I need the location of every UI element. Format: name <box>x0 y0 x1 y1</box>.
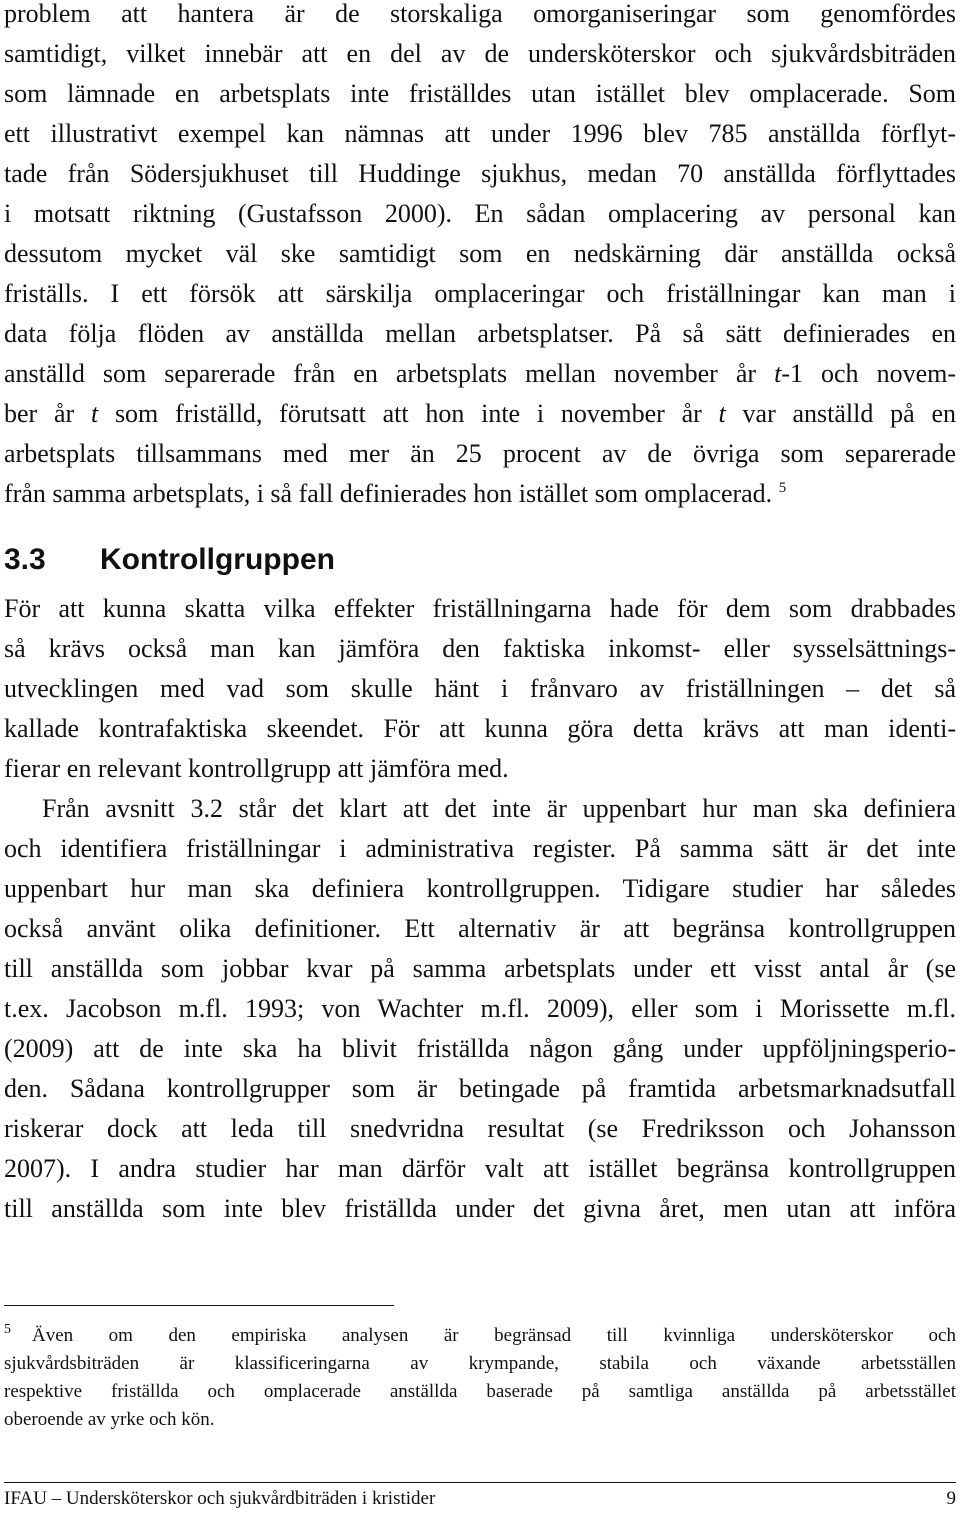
body-line: till anställda som inte blev friställda under det givna året, men utan att införa <box>4 1194 956 1223</box>
body-line: utvecklingen med vad som skulle hänt i frånvaro av friställningen – det så <box>4 674 956 703</box>
body-line: från samma arbetsplats, i så fall definierades hon istället som omplacerad. $^5$ <box>4 479 787 508</box>
body-line: dessutom mycket väl ske samtidigt som en nedskärning där anställda också <box>4 239 956 268</box>
body-line: den. Sådana kontrollgrupper som är betingade på framtida arbetsmarknadsutfall <box>4 1074 956 1103</box>
footnote-line: 5 Även om den empiriska analysen är begränsad till kvinnliga undersköterskor och <box>4 1322 956 1346</box>
footer-divider <box>4 1482 956 1483</box>
footer-title: IFAU – Undersköterskor och sjukvårdbiträden i kristider <box>4 1488 436 1509</box>
body-line: och identifiera friställningar i administrativa register. På samma sätt är det inte <box>4 834 956 863</box>
body-line: riskerar dock att leda till snedvridna resultat (se Fredriksson och Johansson <box>4 1114 956 1143</box>
footnote-line: sjukvårdsbiträden är klassificeringarna av krympande, stabila och växande arbetsställen <box>4 1353 956 1374</box>
body-line: data följa flöden av anställda mellan arbetsplatser. På så sätt definierades en <box>4 319 956 348</box>
footnote-line: oberoende av yrke och kön. <box>4 1409 215 1430</box>
body-line: arbetsplats tillsammans med mer än 25 procent av de övriga som separerade <box>4 439 956 468</box>
footnote-divider <box>4 1305 394 1306</box>
body-line: så krävs också man kan jämföra den faktiska inkomst- eller sysselsättnings- <box>4 634 956 663</box>
body-line: som lämnade en arbetsplats inte friställdes utan istället blev omplacerade. Som <box>4 79 956 108</box>
body-line: ber år t som friställd, förutsatt att hon inte i november år t var anställd på en <box>4 399 956 428</box>
body-line: Från avsnitt 3.2 står det klart att det inte är uppenbart hur man ska definiera <box>42 794 956 823</box>
body-line: också använt olika definitioner. Ett alternativ är att begränsa kontrollgruppen <box>4 914 956 943</box>
body-line: i motsatt riktning (Gustafsson 2000). En sådan omplacering av personal kan <box>4 199 956 228</box>
body-line: anställd som separerade från en arbetsplats mellan november år t-1 och novem- <box>4 359 957 388</box>
body-line: (2009) att de inte ska ha blivit friställda någon gång under uppföljningsperio- <box>4 1034 956 1063</box>
body-line: kallade kontrafaktiska skeendet. För att kunna göra detta krävs att man identi- <box>4 714 956 743</box>
section-number: 3.3 <box>4 543 46 576</box>
body-line: fierar en relevant kontrollgrupp att jämföra med. <box>4 754 509 783</box>
page-number: 9 <box>946 1488 956 1509</box>
body-line: För att kunna skatta vilka effekter friställningarna hade för dem som drabbades <box>4 594 956 623</box>
page-footer <box>4 1486 956 1512</box>
body-line: t.ex. Jacobson m.fl. 1993; von Wachter m.fl. 2009), eller som i Morissette m.fl. <box>4 994 956 1023</box>
body-line: problem att hantera är de storskaliga omorganiseringar som genomfördes <box>4 0 956 28</box>
body-line: uppenbart hur man ska definiera kontrollgruppen. Tidigare studier har således <box>4 874 956 903</box>
body-line: ett illustrativt exempel kan nämnas att under 1996 blev 785 anställda förflyt- <box>4 119 956 148</box>
footnote-reference: 5 <box>778 480 787 496</box>
footnote-line: respektive friställda och omplacerade anställda baserade på samtliga anställda på arbetsstället <box>4 1381 956 1402</box>
body-line: samtidigt, vilket innebär att en del av de undersköterskor och sjukvårdsbiträden <box>4 39 956 68</box>
section-heading <box>4 540 335 580</box>
body-line: till anställda som jobbar kvar på samma arbetsplats under ett visst antal år (se <box>4 954 956 983</box>
body-line: friställs. I ett försök att särskilja omplaceringar och friställningar kan man i <box>4 279 956 308</box>
section-title: Kontrollgruppen <box>100 543 335 576</box>
body-line: tade från Södersjukhuset till Huddinge sjukhus, medan 70 anställda förflyttades <box>4 159 956 188</box>
body-line: 2007). I andra studier har man därför valt att istället begränsa kontrollgruppen <box>4 1154 956 1183</box>
